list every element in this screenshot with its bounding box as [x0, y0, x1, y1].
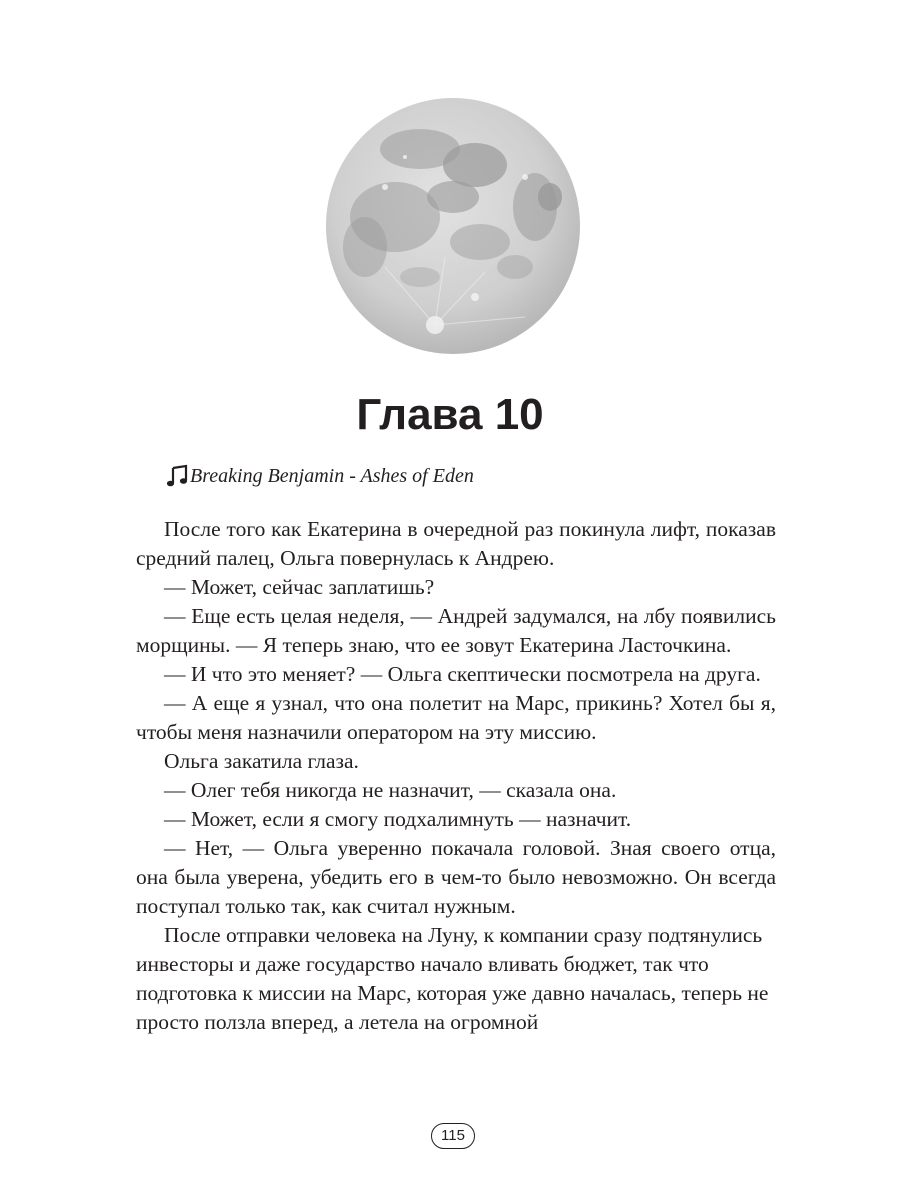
paragraph: — Может, если я смогу подхалимнуть — назначит.	[164, 807, 632, 831]
page-number: 115	[431, 1123, 475, 1149]
music-note-icon	[166, 464, 188, 488]
moon-illustration	[325, 97, 581, 355]
paragraph: — А еще я узнал, что она полетит на Марс, прикинь? Хотел бы я, чтобы меня назначили оператором на эту миссию.	[136, 691, 776, 744]
paragraph: Ольга закатила глаза.	[164, 749, 359, 773]
paragraph: — Нет, — Ольга уверенно покачала головой. Зная своего отца, она была уверена, убедить его в чем-то было невозможно. Он всегда поступал только так, как считал нужным.	[136, 836, 776, 918]
paragraph: — И что это меняет? — Ольга скептически посмотрела на друга.	[164, 662, 761, 686]
song-title: Breaking Benjamin - Ashes of Eden	[190, 465, 474, 487]
chapter-title: Глава 10	[356, 390, 544, 439]
paragraph: — Олег тебя никогда не назначит, — сказала она.	[164, 778, 617, 802]
paragraph: — Может, сейчас заплатишь?	[164, 575, 435, 599]
song-epigraph	[166, 462, 474, 490]
paragraph: После отправки человека на Луну, к компании сразу подтянулись инвесторы и даже государство начало вливать бюджет, так что подготовка к миссии на Марс, которая уже давно началась, теперь не просто ползла вперед, а летела на огромной	[136, 923, 769, 1034]
paragraph: После того как Екатерина в очередной раз покинула лифт, показав средний палец, Ольга повернулась к Андрею.	[136, 517, 776, 570]
chapter-text	[136, 515, 776, 1037]
paragraph: — Еще есть целая неделя, — Андрей задумался, на лбу появились морщины. — Я теперь знаю, что ее зовут Екатерина Ласточкина.	[136, 604, 776, 657]
